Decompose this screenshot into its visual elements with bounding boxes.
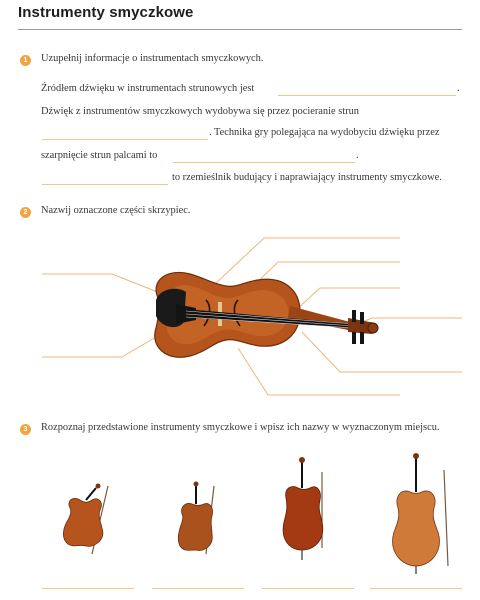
violin-image [63, 484, 108, 555]
task-3-badge: 3 [20, 424, 31, 435]
answer-line-instrument-4[interactable] [370, 588, 462, 589]
task-1-sentence-4-end: . [356, 150, 359, 161]
task-2-instruction: Nazwij oznaczone części skrzypiec. [41, 205, 191, 216]
task-1-sentence-1-end: . [457, 83, 460, 94]
answer-line-instrument-3[interactable] [262, 588, 354, 589]
answer-line-instrument-2[interactable] [152, 588, 244, 589]
page-title: Instrumenty smyczkowe [18, 4, 194, 21]
double-bass-image [393, 453, 448, 574]
task-2-badge: 2 [20, 207, 31, 218]
task-1-instruction: Uzupełnij informacje o instrumentach smyczkowych. [41, 53, 264, 64]
task-1-sentence-4: szarpnięcie strun palcami to [41, 150, 158, 161]
task-3-instruction: Rozpoznaj przedstawione instrumenty smyczkowe i wpisz ich nazwy w wyznaczonym miejscu. [41, 422, 440, 433]
task-1-sentence-5: to rzemieślnik budujący i naprawiający instrumenty smyczkowe. [172, 172, 442, 183]
task-1-sentence-3: . Technika gry polegająca na wydobyciu dźwięku przez [209, 127, 440, 138]
task-1-sentence-2: Dźwięk z instrumentów smyczkowych wydobywa się przez pocieranie strun [41, 106, 359, 117]
task-1-sentence-1: Źródłem dźwięku w instrumentach strunowych jest [41, 83, 255, 94]
answer-line-instrument-1[interactable] [42, 588, 134, 589]
cello-image [283, 457, 323, 560]
task-1-badge: 1 [20, 55, 31, 66]
viola-image [178, 482, 214, 555]
